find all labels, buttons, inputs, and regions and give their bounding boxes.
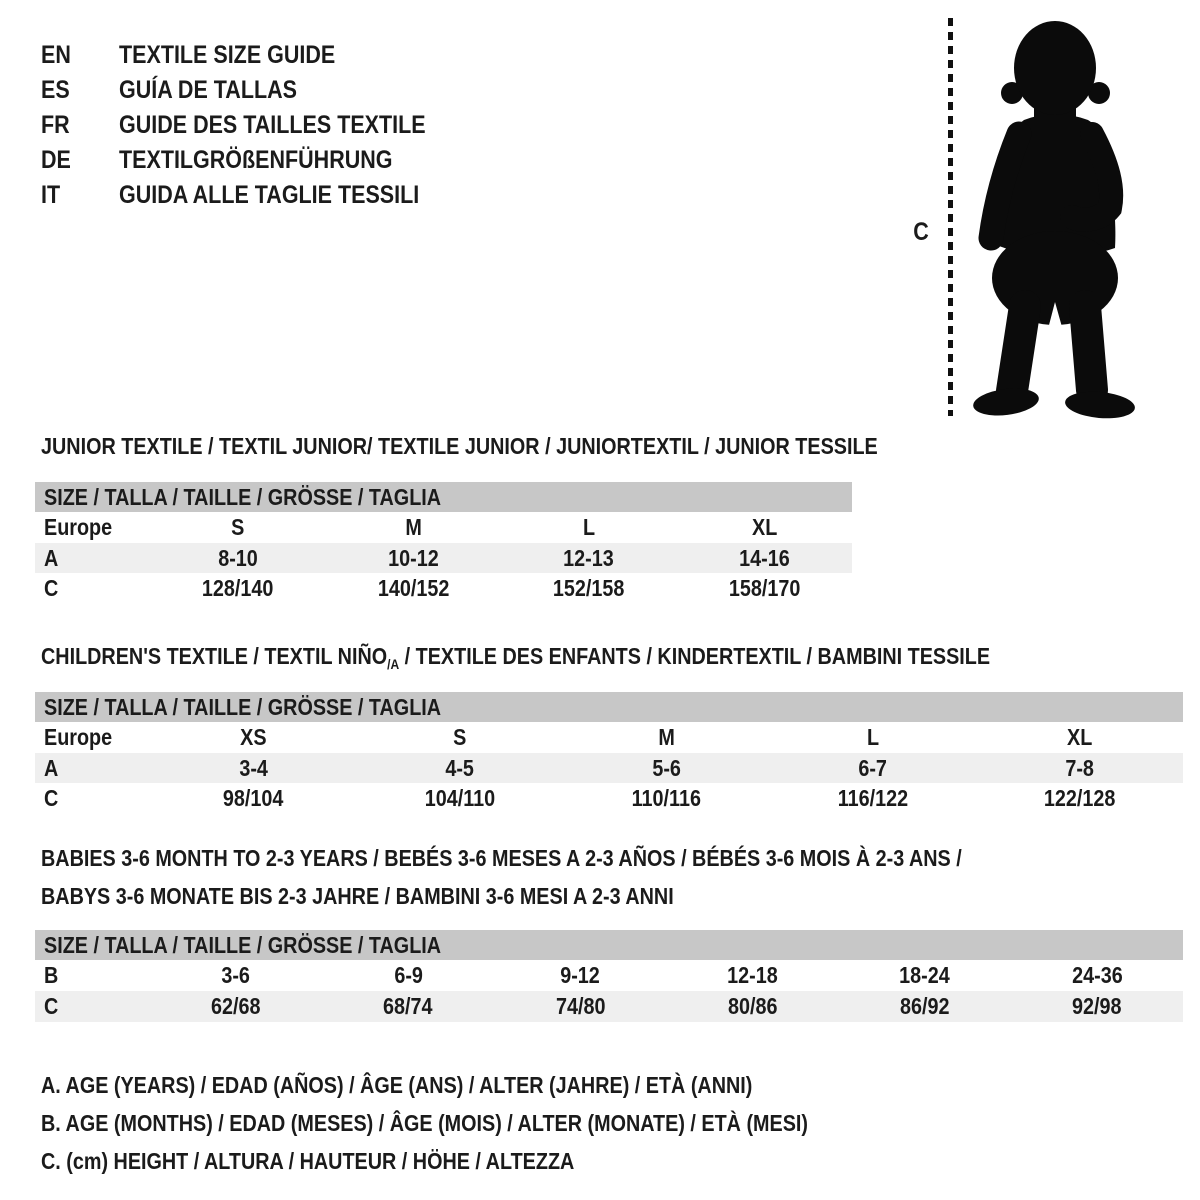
footnote-b: B. AGE (MONTHS) / EDAD (MESES) / ÂGE (MOIS) / ALTER (MONATE) / ETÀ (MESI) [41,1109,808,1136]
table-cell: 12-13 [563,544,615,571]
babies-size-table [35,930,1183,1022]
row-label: Europe [44,724,113,750]
height-measure-label: C [913,218,929,246]
language-title-list [41,38,476,213]
lang-row-de [41,143,476,178]
lang-code-es: ES [41,76,70,104]
table-cell: 116/122 [837,785,909,811]
lang-code-it: IT [41,181,61,209]
row-label: C [44,785,59,811]
babies-section-title-line1: BABIES 3-6 MONTH TO 2-3 YEARS / BEBÉS 3-6 MESES A 2-3 AÑOS / BÉBÉS 3-6 MOIS À 2-3 ANS / [41,845,962,871]
table-cell: 128/140 [201,575,274,601]
children-table-header-band: SIZE / TALLA / TAILLE / GRÖSSE / TAGLIA [35,692,1183,722]
lang-row-fr [41,108,476,143]
table-cell: 140/152 [377,575,449,601]
table-cell: M [658,724,675,750]
table-cell: 24-36 [1071,962,1123,988]
table-cell: XL [751,514,777,540]
table-cell: 6-7 [858,754,888,781]
row-label: C [44,575,59,601]
table-cell: 7-8 [1065,754,1094,781]
lang-title-it: GUIDA ALLE TAGLIE TESSILI [119,181,420,209]
junior-age-row [35,543,852,573]
table-cell: 18-24 [899,962,951,988]
footnote-c: C. (cm) HEIGHT / ALTURA / HAUTEUR / HÖHE / ALTEZZA [41,1147,575,1174]
lang-title-es: GUÍA DE TALLAS [119,76,297,104]
junior-height-row [35,573,852,604]
table-cell: XL [1067,724,1093,750]
toddler-silhouette-icon [962,16,1150,420]
table-cell: S [453,724,467,750]
footnote-a: A. AGE (YEARS) / EDAD (AÑOS) / ÂGE (ANS) / ALTER (JAHRE) / ETÀ (ANNI) [41,1071,753,1098]
lang-row-it [41,178,476,213]
table-cell: 4-5 [445,754,475,781]
table-cell: XS [240,724,267,750]
lang-row-es [41,73,476,108]
lang-code-fr: FR [41,111,70,139]
row-label: A [44,544,59,571]
nino-a-subscript: /A [387,656,400,672]
table-cell: 5-6 [652,754,681,781]
lang-row-en [41,38,476,73]
table-cell: S [231,514,245,540]
table-cell: 8-10 [217,544,258,571]
table-cell: 158/170 [728,575,800,601]
children-age-row [35,753,1183,783]
children-section-title: CHILDREN'S TEXTILE / TEXTIL $NIÑO_{/A}$ / TEXTILE DES ENFANTS / KINDERTEXTIL / BAMBINI TESSILE [41,643,991,672]
table-cell: 80/86 [727,993,778,1019]
babies-section-title-line2: BABYS 3-6 MONATE BIS 2-3 JAHRE / BAMBINI 3-6 MESI A 2-3 ANNI [41,883,674,909]
table-cell: M [404,514,422,540]
table-cell: 62/68 [211,993,261,1019]
junior-table-header-band: SIZE / TALLA / TAILLE / GRÖSSE / TAGLIA [35,482,852,512]
lang-title-en: TEXTILE SIZE GUIDE [119,41,336,69]
row-label: Europe [44,514,113,540]
lang-title-de: TEXTILGRÖßENFÜHRUNG [119,146,393,174]
junior-size-table [35,482,852,604]
table-cell: 98/104 [223,785,284,811]
children-size-table [35,692,1183,814]
table-cell: 86/92 [899,993,950,1019]
table-cell: 12-18 [727,962,778,988]
babies-height-row [35,991,1183,1022]
table-cell: L [867,724,880,750]
table-cell: 110/116 [631,785,702,811]
row-label: C [44,993,59,1019]
lang-code-en: EN [41,41,71,69]
table-cell: 122/128 [1043,785,1116,811]
babies-table-header-band: SIZE / TALLA / TAILLE / GRÖSSE / TAGLIA [35,930,1183,960]
junior-columns-row [35,512,852,543]
table-cell: 152/158 [552,575,625,601]
table-cell: 74/80 [555,993,606,1019]
row-label: B [44,962,59,988]
table-cell: 68/74 [383,993,433,1019]
row-label: A [44,754,59,781]
table-cell: 6-9 [393,962,423,988]
table-cell: 14-16 [738,544,790,571]
lang-title-fr: GUIDE DES TAILLES TEXTILE [119,111,426,139]
table-cell: 9-12 [560,962,601,988]
junior-section-title: JUNIOR TEXTILE / TEXTIL JUNIOR/ TEXTILE JUNIOR / JUNIORTEXTIL / JUNIOR TESSILE [41,433,878,459]
table-cell: L [582,514,595,540]
legend-footnotes [41,1066,933,1180]
table-cell: 3-4 [238,754,268,781]
height-measure-dashed-line [948,18,953,416]
table-cell: 10-12 [387,544,439,571]
children-columns-row [35,722,1183,753]
table-cell: 3-6 [221,962,251,988]
table-cell: 92/98 [1072,993,1122,1019]
table-cell: 104/110 [424,785,496,811]
lang-code-de: DE [41,146,71,174]
babies-months-row [35,960,1183,991]
children-height-row [35,783,1183,814]
